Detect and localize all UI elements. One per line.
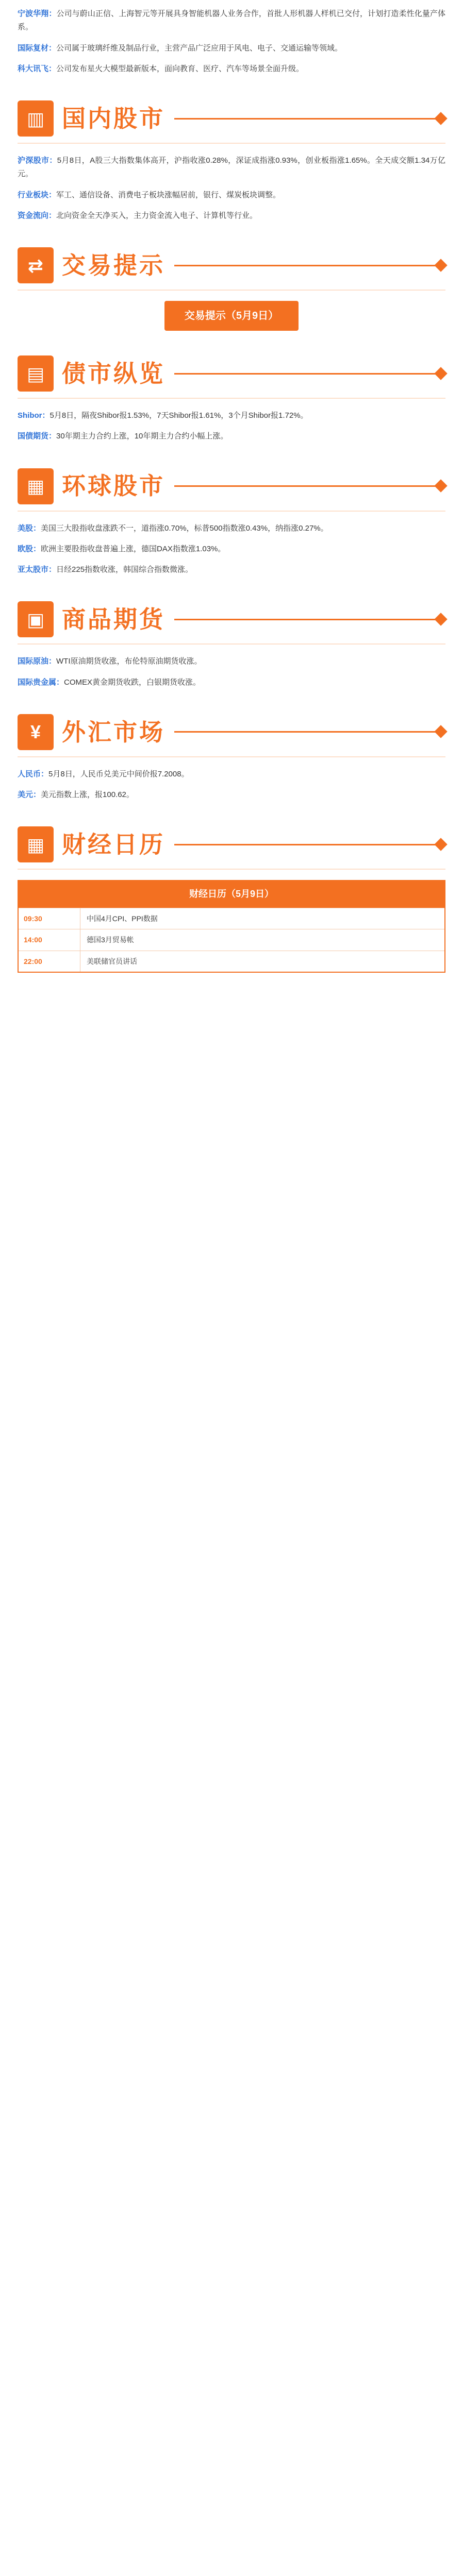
global-para-1: 欧股：欧洲主要股指收盘普遍上涨，德国DAX指数涨1.03%。 — [18, 544, 226, 553]
commodities-para-1: 国际贵金属：COMEX黄金期货收跌，白银期货收涨。 — [18, 677, 201, 687]
section-fx: ¥ 外汇市场 — [18, 710, 445, 754]
candlestick-icon: ▦ — [18, 468, 54, 504]
commodities-para-0: 国际原油：WTI原油期货收涨，布伦特原油期货收涨。 — [18, 657, 202, 666]
transfer-icon: ⇄ — [18, 247, 54, 283]
yen-icon: ¥ — [18, 714, 54, 750]
global-para-2: 亚太股市：日经225指数收涨，韩国综合指数微涨。 — [18, 565, 193, 574]
intro-block — [0, 7, 463, 76]
global-para-0: 美股：美国三大股指收盘涨跌不一，道指涨0.70%，标普500指数涨0.43%，纳指涨0.27%。 — [18, 523, 328, 533]
stocks-para-2: 资金流向：北向资金全天净买入，主力资金流入电子、计算机等行业。 — [18, 211, 258, 220]
intro-para-1: 国际复材：公司属于玻璃纤维及制品行业，主营产品广泛应用于风电、电子、交通运输等领域。 — [18, 43, 343, 53]
bonds-para-0: Shibor：5月8日，隔夜Shibor报1.53%，7天Shibor报1.61%，3个月Shibor报1.72%。 — [18, 411, 308, 420]
stocks-para-0: 沪深股市：5月8日，A股三大指数集体高开，沪指收涨0.28%，深证成指涨0.93%，创业板指涨1.65%。全天成交额1.34万亿元。 — [18, 156, 445, 179]
calendar-row: 14:00 德国3月贸易帐 — [19, 929, 444, 951]
intro-para-2: 科大讯飞：公司发布星火大模型最新版本，面向教育、医疗、汽车等场景全面升级。 — [18, 64, 304, 73]
calendar-row: 09:30 中国4月CPI、PPI数据 — [19, 908, 444, 929]
calendar-table — [18, 880, 445, 973]
stocks-para-1: 行业板块：军工、通信设备、消费电子板块涨幅居前，银行、煤炭板块调整。 — [18, 190, 281, 199]
bonds-para-1: 国债期货：30年期主力合约上涨，10年期主力合约小幅上涨。 — [18, 432, 228, 441]
calendar-row: 22:00 美联储官员讲话 — [19, 951, 444, 972]
intro-para-0: 宁波华翔：公司与蔚山正信、上海智元等开展具身智能机器人业务合作，首批人形机器人样机已交付，计划打造柔性化量产体系。 — [18, 9, 445, 32]
document-icon: ▤ — [18, 355, 54, 392]
calendar-title: 财经日历（5月9日） — [19, 881, 444, 908]
section-stocks: ▥ 国内股市 — [18, 96, 445, 141]
section-global: ▦ 环球股市 — [18, 464, 445, 509]
fx-para-0: 人民币：5月8日，人民币兑美元中间价报7.2008。 — [18, 769, 189, 778]
tips-button[interactable]: 交易提示（5月9日） — [164, 301, 299, 331]
section-calendar: ▦ 财经日历 — [18, 822, 445, 867]
fx-para-1: 美元：美元指数上涨，报100.62。 — [18, 790, 134, 799]
grid-icon: ▣ — [18, 601, 54, 637]
chart-icon: ▥ — [18, 100, 54, 137]
section-commodities: ▣ 商品期货 — [18, 597, 445, 641]
section-tips: ⇄ 交易提示 — [18, 243, 445, 287]
section-bonds: ▤ 债市纵览 — [18, 351, 445, 396]
calendar-icon: ▦ — [18, 826, 54, 862]
